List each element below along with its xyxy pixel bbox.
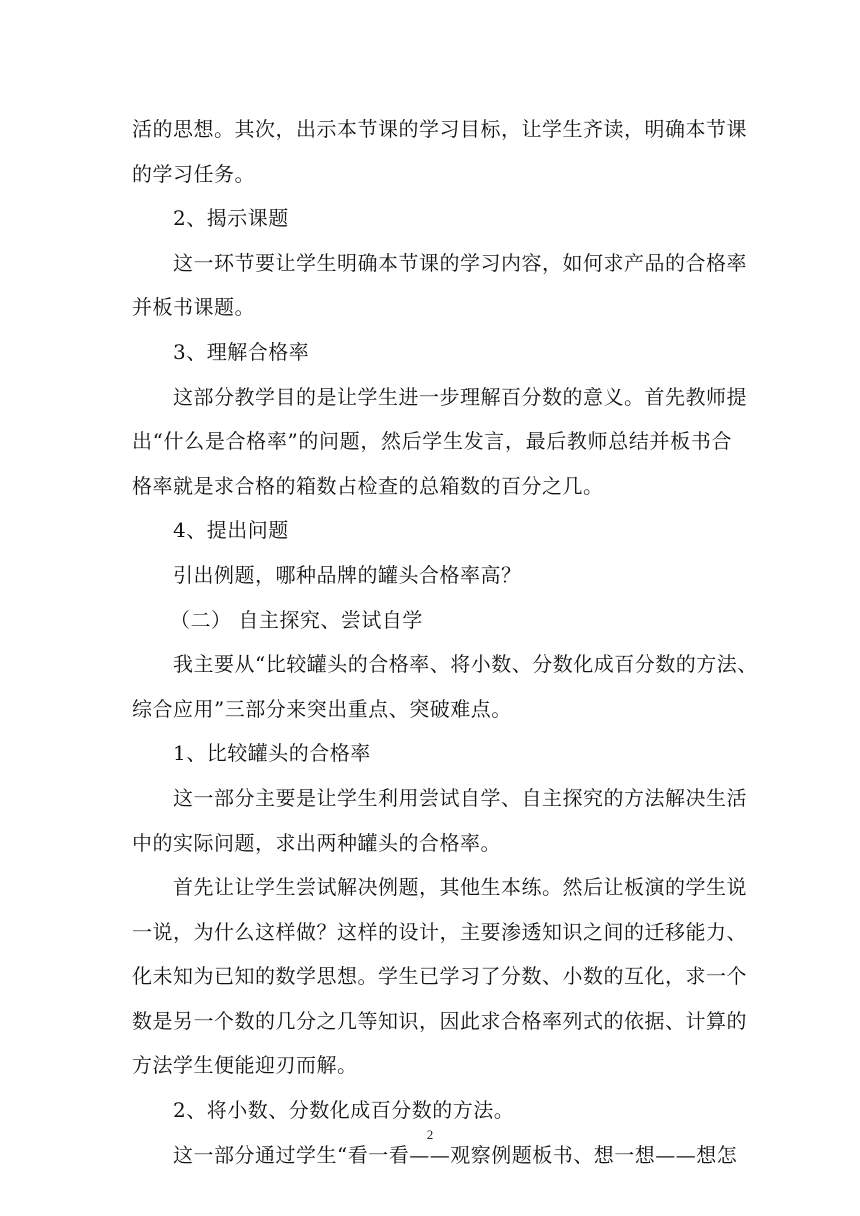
text-line: 4、提出问题 — [173, 518, 289, 543]
text-line: 这部分教学目的是让学生进一步理解百分数的意义。首先教师提 — [173, 384, 747, 409]
page-number: 2 — [426, 1127, 434, 1142]
text-line: 数是另一个数的几分之几等知识，因此求合格率列式的依据、计算的 — [132, 1008, 747, 1033]
text-line: 方法学生便能迎刃而解。 — [132, 1053, 358, 1078]
text-line: 并板书课题。 — [132, 295, 255, 320]
body-text — [132, 107, 758, 1177]
text-line: 引出例题，哪种品牌的罐头合格率高？ — [173, 562, 522, 587]
text-line: 出“什么是合格率”的问题，然后学生发言，最后教师总结并板书合 — [132, 429, 732, 454]
text-line: 3、理解合格率 — [173, 339, 310, 364]
text-line: 中的实际问题，求出两种罐头的合格率。 — [132, 830, 501, 855]
text-line: 2、揭示课题 — [173, 206, 289, 231]
text-line: 2、将小数、分数化成百分数的方法。 — [173, 1098, 515, 1123]
text-line: 我主要从“比较罐头的合格率、将小数、分数化成百分数的方法、 — [173, 652, 758, 677]
text-line: 综合应用”三部分来突出重点、突破难点。 — [132, 696, 512, 721]
text-line: 首先让让学生尝试解决例题，其他生本练。然后让板演的学生说 — [173, 875, 747, 900]
text-line: 一说，为什么这样做？这样的设计，主要渗透知识之间的迁移能力、 — [132, 919, 747, 944]
text-line: 化未知为已知的数学思想。学生已学习了分数、小数的互化，求一个 — [132, 964, 747, 989]
text-line: 格率就是求合格的箱数占检查的总箱数的百分之几。 — [132, 473, 604, 498]
text-line: 这一部分主要是让学生利用尝试自学、自主探究的方法解决生活 — [173, 785, 747, 810]
text-line: 1、比较罐头的合格率 — [173, 741, 371, 766]
text-line: 这一部分通过学生“看一看——观察例题板书、想一想——想怎 — [173, 1142, 738, 1167]
text-line: 这一环节要让学生明确本节课的学习内容，如何求产品的合格率 — [173, 250, 747, 275]
text-line: （二） 自主探究、尝试自学 — [170, 607, 423, 632]
text-line: 活的思想。其次，出示本节课的学习目标，让学生齐读，明确本节课 — [132, 117, 747, 141]
text-line: 的学习任务。 — [132, 161, 255, 186]
